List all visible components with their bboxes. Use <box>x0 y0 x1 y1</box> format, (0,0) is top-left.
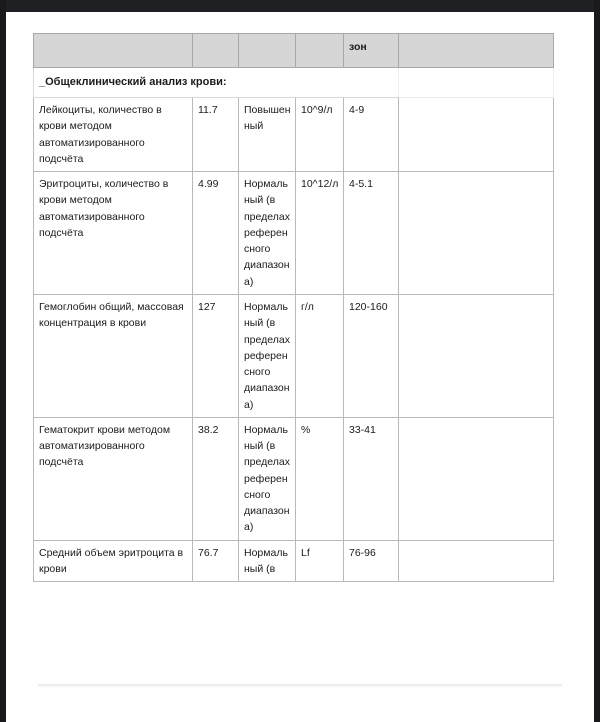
header-cell-unit <box>296 34 344 68</box>
table-row <box>34 172 554 295</box>
row-unit: г/л <box>296 294 344 417</box>
row-reference-range: 120-160 <box>344 294 399 417</box>
row-result-value: 76.7 <box>193 540 239 582</box>
row-reference-range: 33-41 <box>344 417 399 540</box>
row-analyte-name: Средний объем эритроцита в крови <box>34 540 193 582</box>
header-cell-zone: зон <box>344 34 399 68</box>
row-note <box>399 294 554 417</box>
header-cell-status <box>239 34 296 68</box>
row-result-value: 11.7 <box>193 98 239 172</box>
section-title-row <box>34 68 554 98</box>
row-note <box>399 172 554 295</box>
lab-results-table <box>33 33 554 582</box>
table-row <box>34 98 554 172</box>
section-title-spacer <box>399 68 554 98</box>
row-status: Нормальный (в пределах референсного диапазона) <box>239 294 296 417</box>
row-reference-range: 76-96 <box>344 540 399 582</box>
table-row <box>34 294 554 417</box>
row-unit: Lf <box>296 540 344 582</box>
header-cell-note <box>399 34 554 68</box>
header-cell-name <box>34 34 193 68</box>
row-note <box>399 98 554 172</box>
table-header-row <box>34 34 554 68</box>
row-analyte-name: Эритроциты, количество в крови методом автоматизированного подсчёта <box>34 172 193 295</box>
document-page <box>6 12 594 722</box>
row-status: Нормальный (в пределах референсного диапазона) <box>239 172 296 295</box>
page-bottom-divider <box>38 684 562 687</box>
row-status: Повышенный <box>239 98 296 172</box>
device-top-bar <box>6 0 594 12</box>
row-status: Нормальный (в пределах референсного диапазона) <box>239 417 296 540</box>
section-title: _Общеклинический анализ крови: <box>34 68 399 98</box>
row-result-value: 38.2 <box>193 417 239 540</box>
row-unit: 10^12/л <box>296 172 344 295</box>
row-analyte-name: Лейкоциты, количество в крови методом автоматизированного подсчёта <box>34 98 193 172</box>
row-reference-range: 4-9 <box>344 98 399 172</box>
row-note <box>399 417 554 540</box>
table-row <box>34 417 554 540</box>
row-unit: 10^9/л <box>296 98 344 172</box>
row-note <box>399 540 554 582</box>
row-result-value: 127 <box>193 294 239 417</box>
header-cell-value <box>193 34 239 68</box>
row-result-value: 4.99 <box>193 172 239 295</box>
table-row <box>34 540 554 582</box>
row-analyte-name: Гематокрит крови методом автоматизированного подсчёта <box>34 417 193 540</box>
row-unit: % <box>296 417 344 540</box>
row-status: Нормальный (в <box>239 540 296 582</box>
row-reference-range: 4-5.1 <box>344 172 399 295</box>
row-analyte-name: Гемоглобин общий, массовая концентрация в крови <box>34 294 193 417</box>
